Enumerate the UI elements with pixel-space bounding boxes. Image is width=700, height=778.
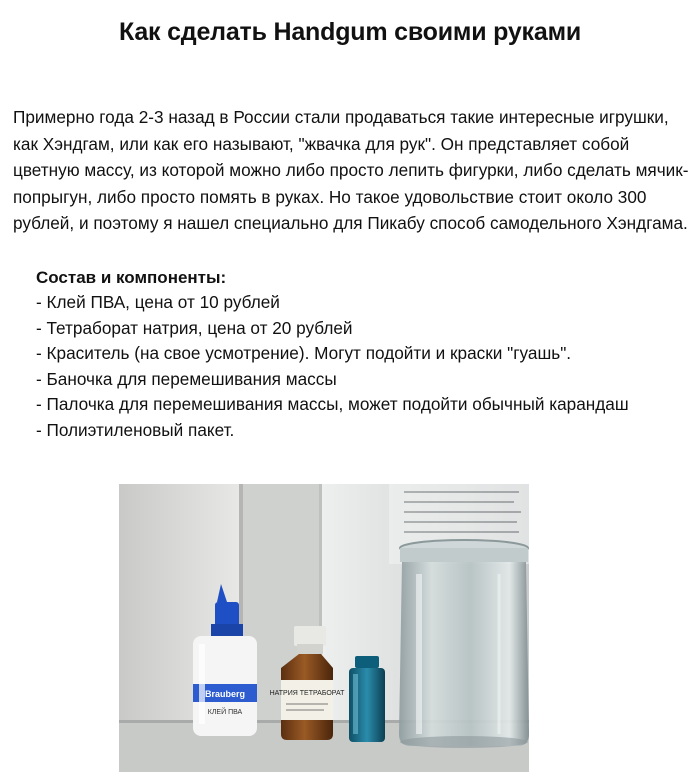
list-item: - Полиэтиленовый пакет.: [36, 419, 235, 440]
components-list: [36, 290, 676, 443]
glue-brand-text: Brauberg: [204, 689, 246, 699]
list-item: - Краситель (на свое усмотрение). Могут подойти и краски "гуашь".: [36, 343, 572, 363]
list-item: - Палочка для перемешивания массы, может подойти обычный карандаш: [36, 394, 629, 414]
page-title: Как сделать Handgum своими руками: [118, 18, 582, 46]
components-heading: Состав и компоненты:: [36, 268, 227, 287]
list-item: - Клей ПВА, цена от 10 рублей: [36, 292, 280, 312]
bottle-label-text: НАТРИЯ ТЕТРАБОРАТ: [269, 690, 345, 697]
list-item: - Тетраборат натрия, цена от 20 рублей: [36, 317, 353, 338]
dye-bottle: [349, 656, 385, 742]
intro-paragraph: Примерно года 2-3 назад в России стали продаваться такие интересные игрушки, как Хэндгам, или как его называют, "жвачка для рук". Он представляет собой цветную массу, из которой можно либо просто лепить фигурки, либо сделать мячик-попрыгун, либо просто помять в руках. Но такое удовольствие стоит около 300 рублей, и поэтому я нашел специально для Пикабу способ самодельного Хэндгама.: [13, 107, 689, 233]
glass-jar: [399, 540, 529, 748]
list-item: - Баночка для перемешивания массы: [36, 368, 337, 389]
materials-photo: [119, 484, 529, 772]
glue-type-text: КЛЕЙ ПВА: [207, 709, 243, 716]
